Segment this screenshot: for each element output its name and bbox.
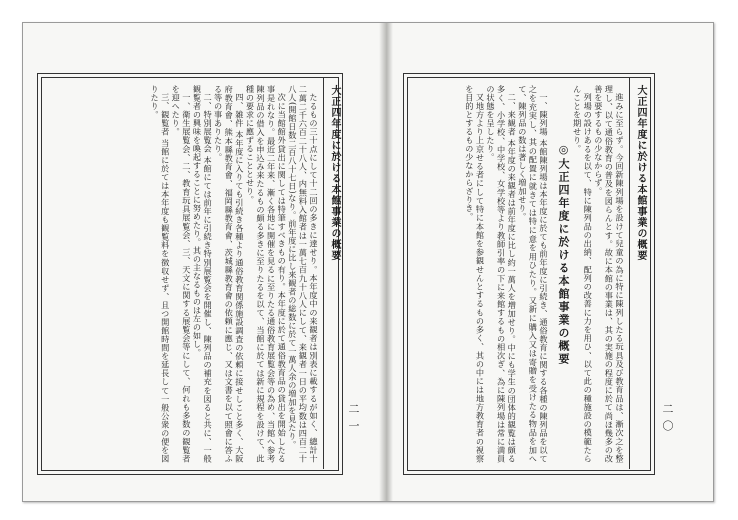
right-intro-paragraph-2: 列場の設けあるを以て、特に陳列品の出納、配列の改善に力を用ひ、以て此の種施設の模範たらんことを期せり。 [572, 85, 594, 463]
left-page [23, 23, 379, 501]
book-gutter [379, 23, 393, 501]
section-title: ◎大正四年度に於ける本館事業の概要 [557, 143, 570, 366]
left-paragraph-1: たるもの三十点にして十二回の多きに達せり。本年度中の来観者は別表に載するが如く、總計十二萬二千六百二十八人、内無料入館者は一萬七百九十八人にして、来観者一日の平均数は四百二十八人(開館日数二百八十七日)なり。前年度に比し来観者の総数に於て一萬人余の増加を見たり。 [287, 85, 319, 463]
left-paragraph-6: 三、観覧者 当館に於ては本年度も観覧料を徴収せず、且つ開館時間を延長して一般公衆の便を図りたり。 [150, 85, 171, 463]
left-body-text [47, 85, 319, 463]
left-paragraph-3: 四、雑件 本年度に入りても引続き各種より通俗教育関係施設調査の依頼に接せしこと多く、大阪府教育會、熊本縣教育會、福岡縣教育會、茨城縣教育會の依頼に應じ、又は文書を以て照會に答ふる等の事ありたり。 [213, 85, 245, 463]
right-body-text [413, 85, 549, 463]
left-paragraph-4: 二、特別展覧会 本館にては前年に引続き特別展覧会を開催し、陳列品の補充を図ると共に、一般観覧者の興味を喚起することに努めたり。其の主なるものは左の如し。 [192, 85, 214, 463]
right-page-number: 二〇 [661, 403, 674, 437]
right-intro-text [572, 85, 625, 463]
right-paragraph-3: 又地方より上京せる者にして特に本館を参観せんとするもの多く、其の中には地方教育者の視察を目的とするもの少なからざりき。 [464, 85, 486, 463]
left-paragraph-2: 次に当館館外貸出に関しては特筆すべきもの有り。本年度に於て通俗教育品の貸出を開始したる事是れなり。最近二年来、漸く各地に開催を見るに至りたる通俗教育展覧会等の為め、当館へ参考陳列品の借入を申込み来たるもの頗る多きに至りたるを以て、当館に於ては新に規程を設けて、此種の要求に應ずることとせり。 [245, 85, 288, 463]
left-header-rule [323, 77, 324, 469]
left-paragraph-5: 一、衛生展覧会、二、教育玩具展覧会、三、天文に関する展覧会等にして、何れも多数の観覧者を迎へたり。 [171, 85, 192, 463]
right-paragraph-1: 一、陳列場 本館陳列場は本年度に於ても前年度に引続き、通俗教育に関する各種の陳列品を以て之を充実し、其の配置に就きては特に意を用ひたり。又新に購入又は寄贈を受けたる物品を加へて、陳列品の数は著しく増加せり。 [517, 85, 549, 463]
right-paragraph-2: 二、来観者 本年度の来観者は前年度に比し約一萬人を増加せり。中にも学生の団体的観覧は頗る多く、小学校、中学校、女学校等より教師引率の下に来館するもの相次ぎ、為に陳列場は常に満員の状態を呈したり。 [486, 85, 518, 463]
right-running-head: 大正四年度に於ける本館事業の概要 [635, 85, 646, 261]
left-running-head: 大正四年度に於ける本館事業の概要 [329, 85, 340, 261]
book-spread [22, 22, 714, 502]
right-header-rule [629, 77, 630, 469]
left-page-number: 二一 [347, 403, 360, 437]
right-intro-paragraph-1: 進みに至らず。今回新陳列場を設けて兒童の為に特に陳列したる玩具及び教育品は、漸次之を整理し、以て通俗教育の普及を図らんとす。故に本館の事業は、其の実施の程度に於て尚ほ幾多の改善を要するもの少なからず。 [593, 85, 625, 463]
right-page [393, 23, 713, 501]
